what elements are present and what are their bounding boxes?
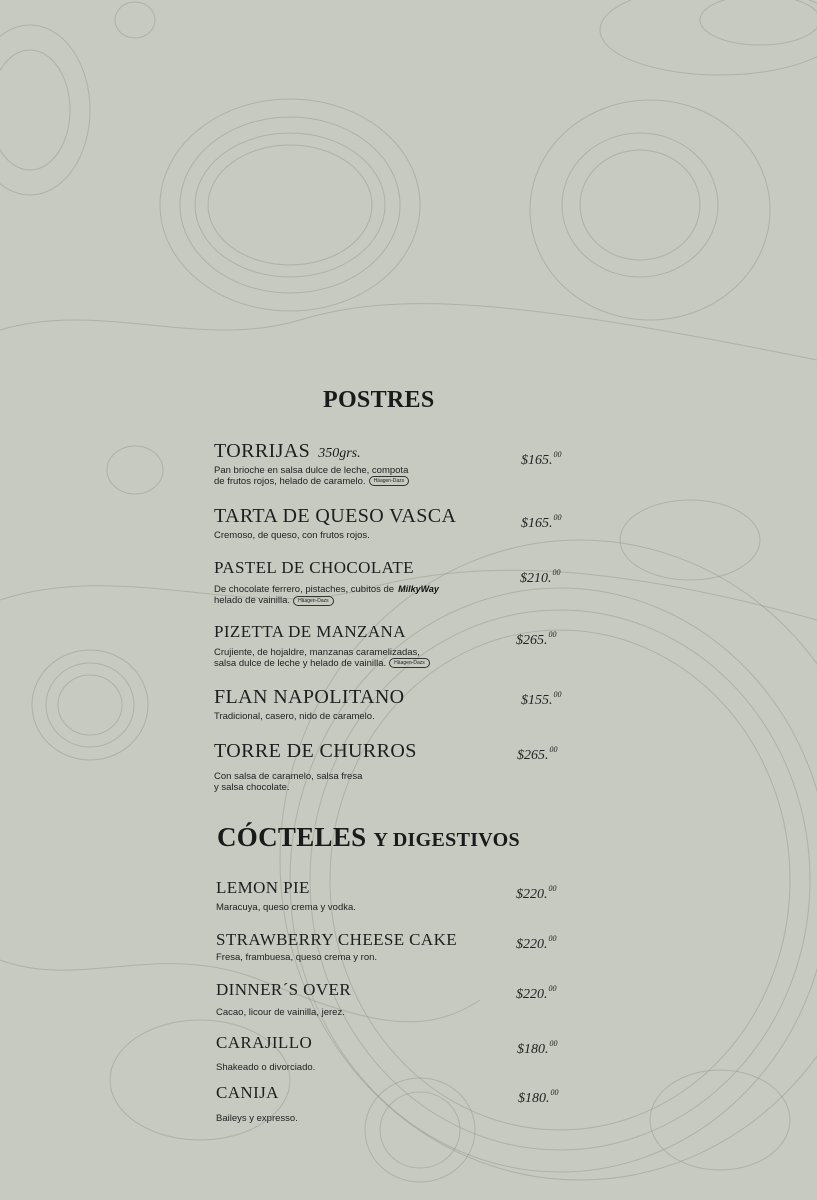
menu-item-strawberry-cheese-cake [216,930,457,963]
menu-item-tarta-de-queso-vasca [214,505,456,541]
menu-item-flan-napolitano [214,686,405,722]
price-cents: 00 [550,1088,559,1097]
item-description [216,902,356,913]
item-price [517,1039,558,1058]
item-name: DINNER´S OVER [216,980,352,999]
item-price [516,630,557,649]
price-cents: 00 [553,450,562,459]
description-text: de frutos rojos, helado de caramelo. [214,476,366,487]
haagen-dazs-logo: Häagen-Dazs [369,476,410,486]
section-title-cocteles [217,822,520,853]
price-cents: 00 [548,884,557,893]
price-amount: $220. [516,937,548,952]
description-text: De chocolate ferrero, pistaches, cubitos de [214,584,395,596]
price-cents: 00 [553,690,562,699]
description-line: Maracuya, queso crema y vodka. [216,902,356,913]
description-line: Fresa, frambuesa, queso crema y ron. [216,952,378,963]
description-text: salsa dulce de leche y helado de vainilla. [214,658,387,669]
menu-item-lemon-pie [216,878,356,913]
item-description [216,952,457,963]
description-line: Con salsa de caramelo, salsa fresa [214,771,363,782]
item-description [214,530,456,541]
menu-item-torrijas [214,440,409,487]
item-price [521,450,562,469]
section-title-rest: Y DIGESTIVOS [373,829,520,851]
menu-item-pizetta-de-manzana [214,622,430,669]
menu-item-canija [216,1083,298,1124]
description-line: y salsa chocolate. [214,782,290,793]
price-amount: $265. [517,748,549,763]
menu-item-pastel-de-chocolate [214,558,439,606]
price-amount: $265. [516,633,548,648]
price-cents: 00 [552,568,561,577]
menu-item-carajillo [216,1033,315,1073]
item-name: TARTA DE QUESO VASCA [214,505,457,527]
item-description [214,711,405,722]
item-price [520,568,561,587]
haagen-dazs-logo: Häagen-Dazs [389,658,430,668]
price-amount: $165. [521,453,553,468]
item-description [216,1062,315,1073]
description-line: Pan brioche en salsa dulce de leche, compota [214,465,409,476]
item-name: TORRE DE CHURROS [214,740,417,762]
price-amount: $220. [516,987,548,1002]
milky-way-logo: MilkyWay [398,584,439,594]
item-name: FLAN NAPOLITANO [214,686,405,708]
item-name: CARAJILLO [216,1033,313,1052]
item-name: LEMON PIE [216,878,310,897]
item-price [517,745,558,764]
item-description [214,465,409,487]
item-price [521,690,562,709]
item-description [214,647,430,669]
item-description [216,1007,351,1018]
item-price [521,513,562,532]
price-cents: 00 [548,934,557,943]
item-name [214,440,409,463]
description-line [214,658,430,669]
item-price [518,1088,559,1107]
description-line: Cacao, licour de vainilla, jerez. [216,1007,345,1018]
item-name-text: TORRIJAS [214,440,311,462]
description-line: Shakeado o divorciado. [216,1062,316,1073]
item-portion: 350grs. [318,446,361,461]
price-cents: 00 [549,745,558,754]
price-amount: $165. [521,516,553,531]
description-line: Baileys y expresso. [216,1113,298,1124]
item-price [516,984,557,1003]
menu-item-torre-de-churros [214,740,417,793]
price-amount: $210. [520,571,552,586]
description-text: helado de vainilla. [214,595,291,607]
item-description [216,1113,298,1124]
item-price [516,884,557,903]
item-name: PIZETTA DE MANZANA [214,622,406,641]
price-cents: 00 [549,1039,558,1048]
description-line: Crujiente, de hojaldre, manzanas caramelizadas, [214,647,420,658]
item-description [214,771,417,793]
menu-item-dinners-over [216,980,351,1018]
description-line [214,595,439,606]
section-title-postres: POSTRES [323,387,435,413]
price-cents: 00 [548,630,557,639]
price-amount: $220. [516,887,548,902]
item-description [214,584,439,606]
price-amount: $180. [517,1042,549,1057]
price-amount: $155. [521,693,553,708]
price-amount: $180. [518,1091,550,1106]
description-line [214,584,439,595]
haagen-dazs-logo: Häagen-Dazs [293,596,334,606]
description-line [214,476,409,487]
price-cents: 00 [548,984,557,993]
price-cents: 00 [553,513,562,522]
section-title-main: CÓCTELES [217,822,367,852]
item-name: PASTEL DE CHOCOLATE [214,558,414,577]
item-price [516,934,557,953]
item-name: STRAWBERRY CHEESE CAKE [216,930,458,949]
description-line: Cremoso, de queso, con frutos rojos. [214,530,370,541]
item-name: CANIJA [216,1083,279,1102]
description-line: Tradicional, casero, nido de caramelo. [214,711,375,722]
